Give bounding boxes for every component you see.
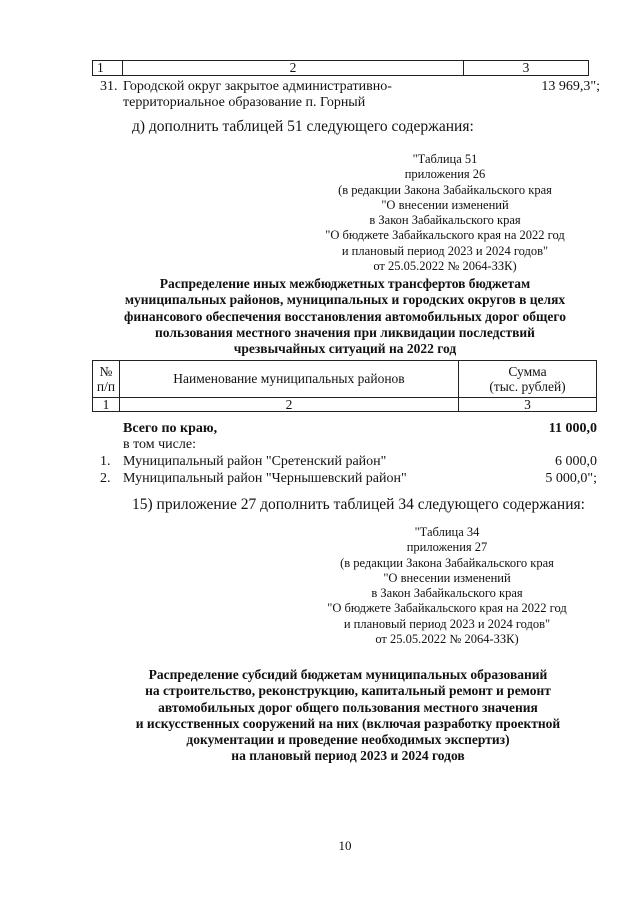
table-51-title: Распределение иных межбюджетных трансфертов бюджетам муниципальных районов, муниципальных и городских округов в целях финансового обеспечения восстановления автомобильных дорог общего пользования местного значения при ликвидации последствий чрезвычайных ситуаций на 2022 год (124, 276, 566, 357)
total-label: Всего по краю, (123, 421, 218, 436)
header-amount: Сумма (тыс. рублей) (459, 361, 597, 398)
row-value: 13 969,3"; (541, 79, 600, 94)
table-row (100, 421, 597, 438)
header-name: Наименование муниципальных районов (120, 361, 459, 398)
table-51 (92, 360, 597, 412)
column-index-1: 1 (93, 61, 123, 76)
header-number: № п/п (93, 361, 120, 398)
total-value: 11 000,0 (548, 421, 597, 436)
continuation-table-header (92, 60, 589, 76)
column-index-2: 2 (123, 61, 464, 76)
table-row (100, 437, 597, 454)
column-index-3: 3 (464, 61, 589, 76)
table-34-title: Распределение субсидий бюджетам муниципальных образований на строительство, реконструкцию, капитальный ремонт и ремонт автомобильных дорог общего пользования местного значения и искусственных сооружений на них (включая разработку проектной документации и проведение необходимых экспертиз) на плановый период 2023 и 2024 годов (135, 667, 561, 764)
page-number: 10 (338, 838, 352, 853)
table-row: 2. Муниципальный район "Чернышевский район" 5 000,0"; (100, 471, 597, 486)
table-row: 1. Муниципальный район "Сретенский район" 6 000,0 (100, 454, 597, 469)
row-name: Городской округ закрытое административно- территориальное образование п. Горный (123, 79, 392, 110)
instruction-paragraph-1: д) дополнить таблицей 51 следующего содержания: (132, 118, 474, 135)
table-index-row: 1 2 3 (93, 398, 597, 412)
row-number: 31. (100, 79, 118, 94)
including-label: в том числе: (123, 437, 196, 452)
instruction-paragraph-2: 15) приложение 27 дополнить таблицей 34 следующего содержания: (132, 496, 585, 513)
table-51-reference: "Таблица 51 приложения 26 (в редакции Закона Забайкальского края "О внесении изменений в Закон Забайкальского края "О бюджете Забайкальского края на 2022 год и плановый период 2023 и 2024 годов" от 25.05.2022 № 2064-ЗЗК) (325, 152, 565, 274)
table-header-row (93, 361, 597, 398)
table-34-reference: "Таблица 34 приложения 27 (в редакции Закона Забайкальского края "О внесении изменений в Закон Забайкальского края "О бюджете Забайкальского края на 2022 год и плановый период 2023 и 2024 годов" от 25.05.2022 № 2064-ЗЗК) (327, 525, 567, 647)
